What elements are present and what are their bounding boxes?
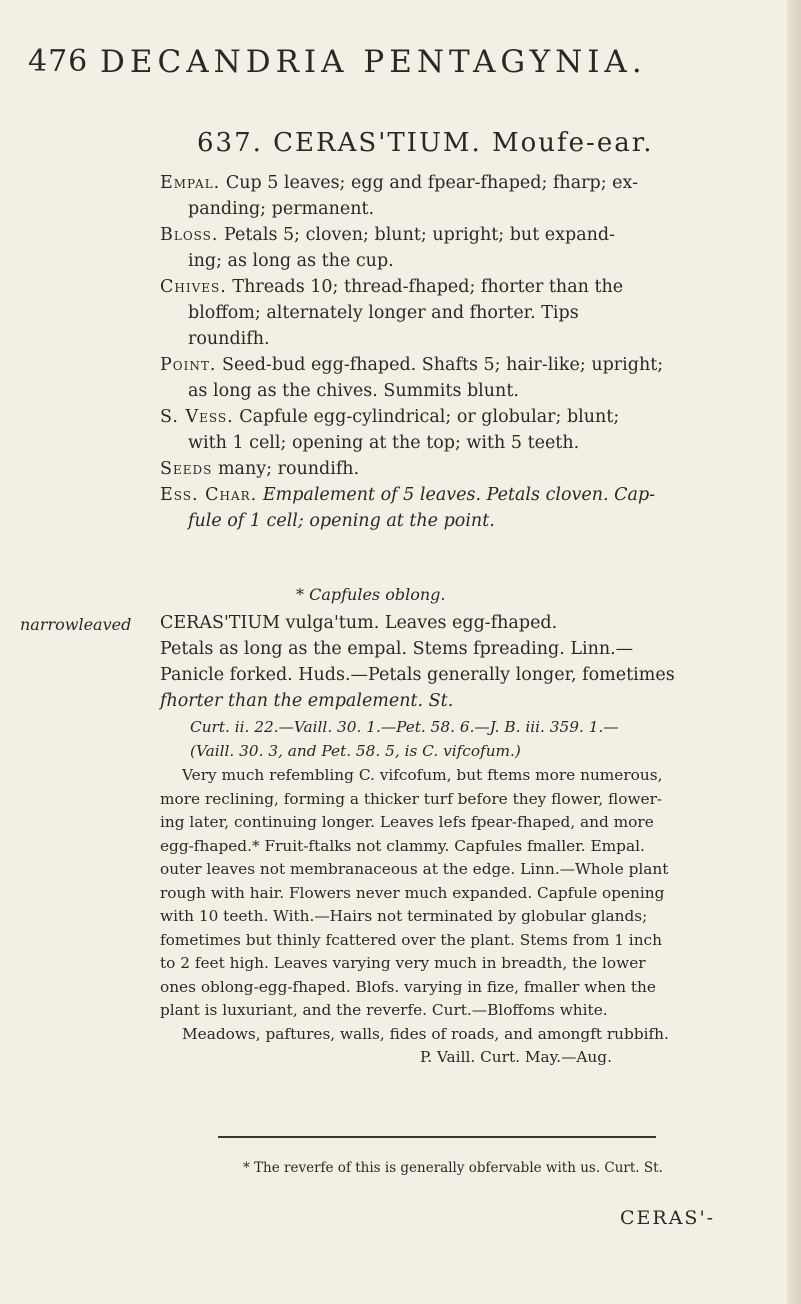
character-line: [160, 456, 780, 482]
species-line: Petals as long as the empal. Stems fpreading. Linn.—: [160, 639, 634, 659]
character-label: Seeds: [160, 459, 213, 479]
character-text: Cup 5 leaves; egg and fpear-fhaped; fharp; ex-: [225, 173, 638, 193]
character-text: Capfule egg-cylindrical; or globular; blunt;: [239, 407, 620, 427]
character-text: bloffom; alternately longer and fhorter. Tips: [188, 303, 579, 323]
character-label: Bloss.: [160, 225, 219, 245]
character-text: Threads 10; thread-fhaped; fhorter than the: [232, 277, 624, 297]
character-text: Empalement of 5 leaves. Petals cloven. Cap-: [262, 485, 656, 505]
character-line: [160, 326, 780, 352]
description-line: Meadows, paftures, walls, fides of roads, and amongft rubbifh.: [182, 1024, 669, 1043]
species-line: CERAS'TIUM vulga'tum. Leaves egg-fhaped.: [160, 613, 558, 633]
description-line: ones oblong-egg-fhaped. Blofs. varying in fize, fmaller when the: [160, 977, 656, 996]
page-number: 476: [28, 44, 89, 79]
description-line: egg-fhaped.* Fruit-ftalks not clammy. Capfules fmaller. Empal.: [160, 836, 645, 855]
character-label: Empal.: [160, 173, 221, 193]
character-text: fule of 1 cell; opening at the point.: [188, 511, 495, 531]
character-text: ing; as long as the cup.: [188, 251, 394, 271]
margin-note: narrowleaved: [20, 615, 132, 634]
character-line: [160, 482, 780, 508]
reference-line: Curt. ii. 22.—Vaill. 30. 1.—Pet. 58. 6.—J. B. iii. 359. 1.—: [190, 718, 619, 736]
character-line: [160, 508, 780, 534]
description-line: rough with hair. Flowers never much expanded. Capfule opening: [160, 883, 665, 902]
description-block: [160, 764, 780, 1070]
character-line: [160, 430, 780, 456]
character-text: Petals 5; cloven; blunt; upright; but expand-: [224, 225, 616, 245]
character-text: many; roundifh.: [217, 459, 360, 479]
description-line: P. Vaill. Curt. May.—Aug.: [420, 1048, 612, 1066]
character-line: [160, 274, 780, 300]
character-line: [160, 352, 780, 378]
character-text: panding; permanent.: [188, 199, 375, 219]
character-block: [160, 170, 780, 534]
character-label: Ess. Char.: [160, 485, 258, 505]
species-line: Panicle forked. Huds.—Petals generally longer, fometimes: [160, 665, 675, 685]
character-line: [160, 170, 780, 196]
description-line: ing later, continuing longer. Leaves lefs fpear-fhaped, and more: [160, 813, 654, 831]
character-text: as long as the chives. Summits blunt.: [188, 381, 519, 401]
character-text: with 1 cell; opening at the top; with 5 teeth.: [188, 433, 580, 453]
character-label: Point.: [160, 355, 217, 375]
description-line: plant is luxuriant, and the reverfe. Curt.—Bloffoms white.: [160, 1001, 608, 1019]
character-line: [160, 378, 780, 404]
description-line: Very much refembling C. vifcofum, but ftems more numerous,: [182, 766, 663, 784]
description-line: to 2 feet high. Leaves varying very much in breadth, the lower: [160, 954, 646, 972]
reference-line: (Vaill. 30. 3, and Pet. 58. 5, is C. vifcofum.): [190, 741, 521, 760]
character-text: Seed-bud egg-fhaped. Shafts 5; hair-like; upright;: [222, 355, 664, 375]
character-line: [160, 300, 780, 326]
catchword: CERAS'-: [620, 1207, 716, 1229]
description-line: with 10 teeth. With.—Hairs not terminated by globular glands;: [160, 907, 648, 925]
footnote: * The reverfe of this is generally obfervable with us. Curt. St.: [243, 1160, 663, 1176]
references-block: [160, 716, 780, 763]
character-text: roundifh.: [188, 329, 270, 349]
species-block: [160, 610, 780, 714]
genus-heading: 637. CERAS'TIUM. Moufe-ear.: [197, 128, 654, 158]
character-label: Chives.: [160, 277, 227, 297]
section-note: * Capfules oblong.: [296, 585, 446, 604]
character-label: S. Vess.: [160, 407, 234, 427]
description-line: outer leaves not membranaceous at the edge. Linn.—Whole plant: [160, 860, 669, 878]
character-line: [160, 404, 780, 430]
running-title: DECANDRIA PENTAGYNIA.: [100, 44, 647, 80]
species-line: fhorter than the empalement. St.: [160, 691, 454, 711]
description-line: more reclining, forming a thicker turf before they flower, flower-: [160, 789, 663, 808]
character-line: [160, 248, 780, 274]
footnote-rule: [218, 1136, 656, 1138]
character-line: [160, 196, 780, 222]
page-edge: [787, 0, 801, 1304]
character-line: [160, 222, 780, 248]
description-line: fometimes but thinly fcattered over the plant. Stems from 1 inch: [160, 930, 662, 949]
